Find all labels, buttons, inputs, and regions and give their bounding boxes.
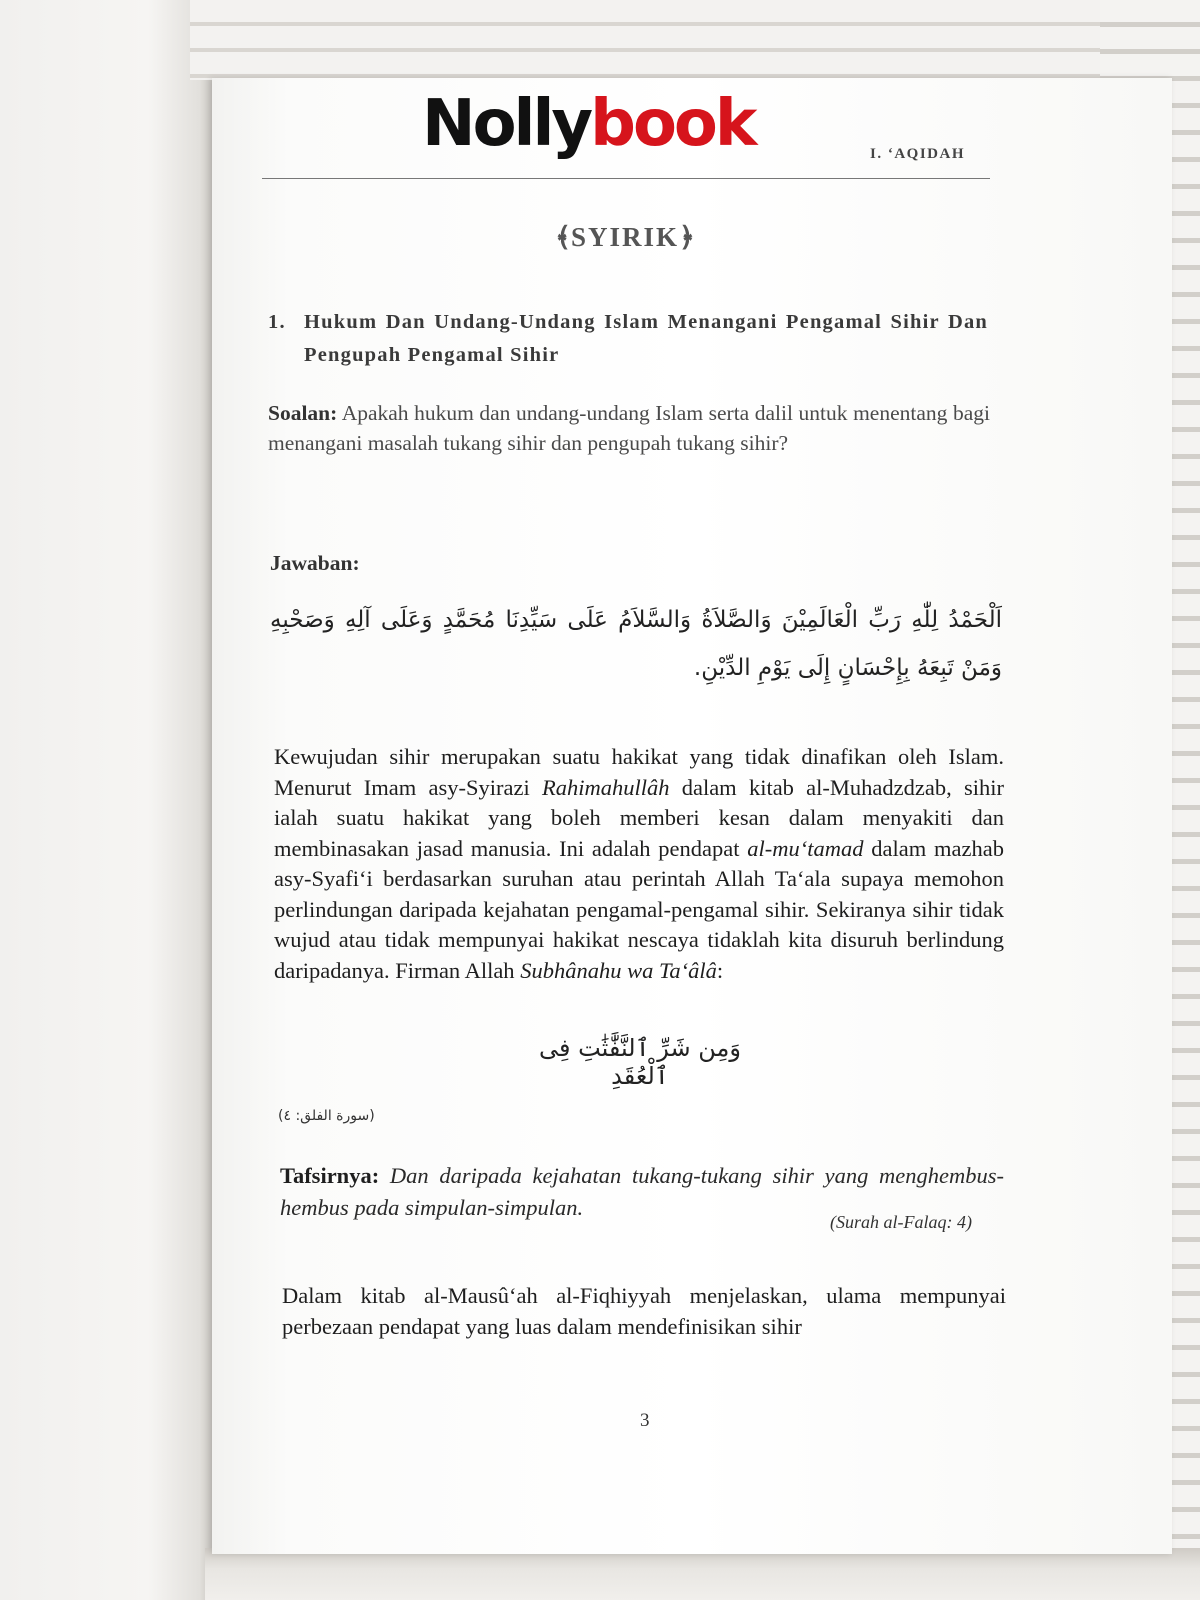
book-bottom-edge [205, 1548, 1200, 1600]
body-paragraph-2: Dalam kitab al-Mausû‘ah al-Fiqhiyyah menjelaskan, ulama mempunyai perbezaan pendapat yang luas dalam mendefinisikan sihir [282, 1283, 1006, 1339]
section-number: 1. [268, 311, 286, 333]
body1-italic-1: Rahimahullâh [541, 774, 670, 800]
body1-text-4: : [716, 957, 724, 983]
quran-verse-arabic: وَمِن شَرِّ ٱلنَّفَّٰثَٰتِ فِى ٱلْعُقَدِ [539, 1034, 741, 1090]
header-divider [262, 178, 990, 179]
body-paragraph-1 [274, 742, 1004, 986]
body1-text-1: Kewujudan sihir merupakan suatu hakikat yang tidak dinafikan oleh Islam. Menurut Imam asy-Syirazi [274, 744, 1004, 800]
tafsir-reference: (Surah al-Falaq: 4) [830, 1212, 972, 1232]
body1-text-2: dalam kitab al-Muhadzdzab, sihir ialah suatu hakikat yang boleh memberi kesan dalam menyakiti dan membinasakan jasad manusia. Ini adalah pendapat [274, 774, 1004, 861]
question-paragraph [268, 398, 990, 458]
body1-text-3: dalam mazhab asy-Syafi‘i berdasarkan suruhan atau perintah Allah Ta‘ala supaya memohon perlindungan daripada kejahatan pengamal-pengamal sihir. Sekiranya sihir tidak wujud atau tidak mempunyai hakikat nescaya tidaklah kita disuruh berlindung daripadanya. Firman Allah [274, 835, 1004, 983]
facing-page [0, 0, 212, 1600]
section-heading [268, 306, 988, 372]
logo-part-1: Nolly [422, 87, 591, 161]
body1-italic-3: Subhânahu wa Ta‘âlâ [520, 957, 717, 983]
question-label: Soalan: [268, 401, 338, 425]
tafsir-text: Dan daripada kejahatan tukang-tukang sihir yang menghembus-hembus pada simpulan-simpulan. [280, 1163, 1005, 1220]
chapter-title: ﴾SYIRIK﴿ [555, 222, 695, 252]
tafsir-label: Tafsirnya: [280, 1163, 380, 1188]
running-head: I. ‘AQIDAH [870, 146, 966, 162]
page-number: 3 [640, 1410, 650, 1431]
arabic-opening-text: اَلْحَمْدُ لِلّٰهِ رَبِّ الْعَالَمِيْنَ وَالصَّلاَةُ وَالسَّلاَمُ عَلَى سَيِّدِنَا مُحَمَّدٍ وَعَلَى آلِهِ وَصَحْبِهِ وَمَنْ تَبِعَهُ بِإِحْسَانٍ إِلَى يَوْمِ الدِّيْنِ. [270, 607, 1002, 681]
body1-italic-2: al-mu‘tamad [747, 835, 864, 861]
verse-reference-arabic: (سورة الفلق: ٤) [278, 1108, 375, 1124]
background-blinds [190, 0, 1200, 80]
answer-label: Jawaban: [270, 551, 360, 575]
question-text: Apakah hukum dan undang-undang Islam serta dalil untuk menentang bagi menangani masalah tukang sihir dan pengupah tukang sihir? [268, 401, 990, 455]
section-title: Hukum Dan Undang-Undang Islam Menangani Pengamal Sihir Dan Pengupah Pengamal Sihir [304, 311, 988, 366]
logo-part-2: book [590, 87, 755, 161]
nollybook-logo [422, 84, 754, 164]
